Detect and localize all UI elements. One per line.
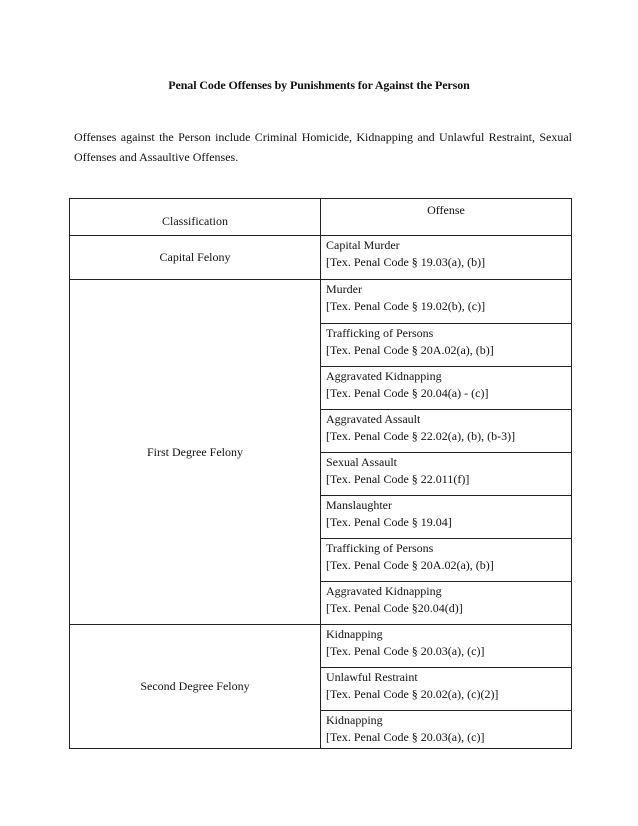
document-title: Penal Code Offenses by Punishments for Against the Person (168, 78, 470, 92)
offense-cell (321, 711, 572, 749)
offense-citation: [Tex. Penal Code § 20A.02(a), (b)] (326, 343, 494, 357)
offense-cell (321, 496, 572, 539)
table-header-row (70, 199, 572, 236)
offense-citation: [Tex. Penal Code § 19.04] (326, 515, 452, 529)
offense-table (69, 198, 572, 749)
offense-cell (321, 367, 572, 410)
offense-cell (321, 625, 572, 668)
table-row (70, 625, 572, 668)
offense-cell (321, 324, 572, 367)
offense-citation: [Tex. Penal Code §20.04(d)] (326, 601, 463, 615)
offense-name: Trafficking of Persons (326, 326, 434, 340)
offense-citation: [Tex. Penal Code § 20.04(a) - (c)] (326, 386, 489, 400)
offense-name: Capital Murder (326, 238, 400, 252)
intro-paragraph: Offenses against the Person include Criminal Homicide, Kidnapping and Unlawful Restraint, Sexual Offenses and Assaultive Offenses. (74, 130, 572, 164)
offense-citation: [Tex. Penal Code § 19.02(b), (c)] (326, 299, 486, 313)
classification-header: Classification (70, 199, 321, 236)
offense-citation: [Tex. Penal Code § 20.03(a), (c)] (326, 644, 485, 658)
table-row (70, 236, 572, 280)
offense-cell (321, 582, 572, 625)
offense-citation: [Tex. Penal Code § 20A.02(a), (b)] (326, 558, 494, 572)
classification-cell: First Degree Felony (70, 280, 321, 625)
offense-citation: [Tex. Penal Code § 20.03(a), (c)] (326, 730, 485, 744)
classification-cell: Capital Felony (70, 236, 321, 280)
classification-cell: Second Degree Felony (70, 625, 321, 749)
offense-name: Aggravated Kidnapping (326, 369, 442, 383)
offense-name: Sexual Assault (326, 455, 397, 469)
offense-citation: [Tex. Penal Code § 22.02(a), (b), (b-3)] (326, 429, 516, 443)
offense-cell (321, 668, 572, 711)
offense-name: Murder (326, 282, 362, 296)
offense-name: Aggravated Kidnapping (326, 584, 442, 598)
offense-cell (321, 410, 572, 453)
offense-cell (321, 280, 572, 324)
offense-name: Kidnapping (326, 627, 383, 641)
offense-header: Offense (321, 199, 572, 236)
offense-citation: [Tex. Penal Code § 20.02(a), (c)(2)] (326, 687, 499, 701)
offense-name: Trafficking of Persons (326, 541, 434, 555)
offense-name: Kidnapping (326, 713, 383, 727)
offense-cell (321, 453, 572, 496)
offense-citation: [Tex. Penal Code § 19.03(a), (b)] (326, 255, 486, 269)
offense-name: Aggravated Assault (326, 412, 421, 426)
table-row (70, 280, 572, 324)
offense-cell (321, 539, 572, 582)
offense-name: Manslaughter (326, 498, 392, 512)
offense-name: Unlawful Restraint (326, 670, 418, 684)
offense-citation: [Tex. Penal Code § 22.011(f)] (326, 472, 470, 486)
offense-cell (321, 236, 572, 280)
